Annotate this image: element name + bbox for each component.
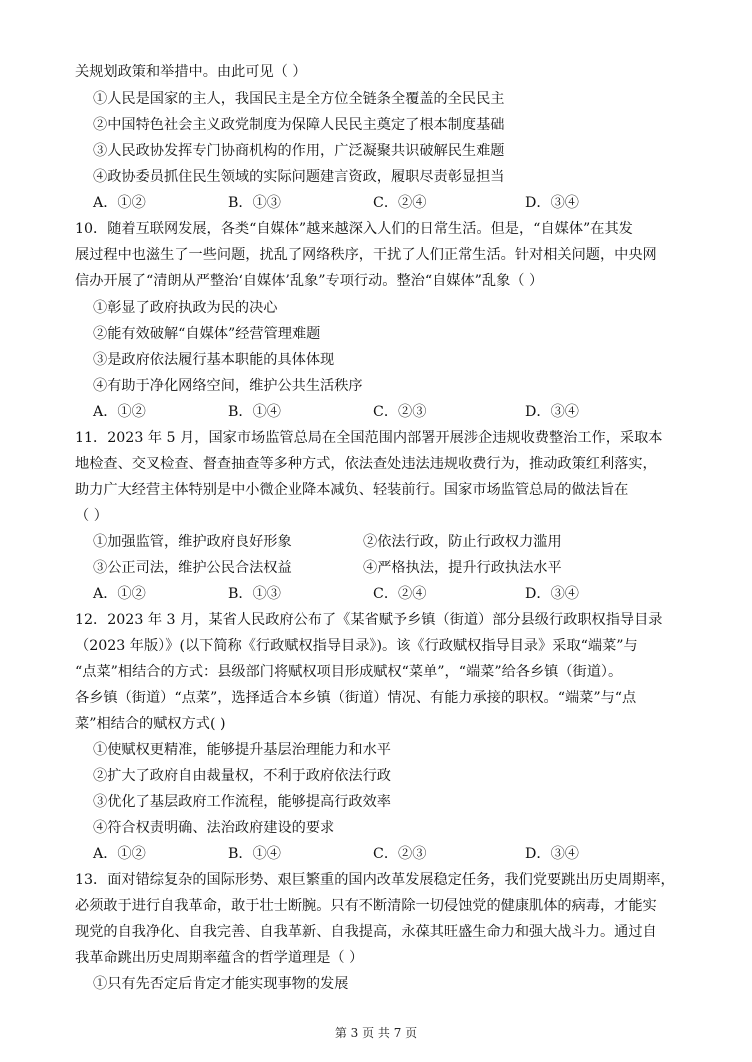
q13-stem-line-2: 必须敢于进行自我革命，敢于壮士断腕。只有不断清除一切侵蚀党的健康肌体的病毒，才能实 <box>75 898 657 914</box>
q10-stem-line-3: 信办开展了“清朗从严整治‘自媒体’乱象”专项行动。整治“自媒体”乱象（ ） <box>75 273 544 289</box>
q11-option-a[interactable]: A．①② <box>93 586 146 602</box>
q9-item-2: ②中国特色社会主义政党制度为保障人民民主奠定了根本制度基础 <box>93 117 505 133</box>
q11-options <box>93 581 708 607</box>
q11-option-c[interactable]: C．②④ <box>373 586 427 602</box>
q13-item-1: ①只有先否定后肯定才能实现事物的发展 <box>93 976 349 992</box>
q9-option-d[interactable]: D．③④ <box>525 195 579 211</box>
q11-item-3: ③公正司法，维护公民合法权益 <box>93 560 292 576</box>
q11-item-4: ④严格执法，提升行政执法水平 <box>363 560 562 576</box>
q10-item-2: ②能有效破解“自媒体”经营管理难题 <box>93 326 321 342</box>
q9-option-b[interactable]: B．①③ <box>228 195 281 211</box>
q13-stem-line-3: 现党的自我净化、自我完善、自我革新、自我提高，永葆其旺盛生命力和强大战斗力。通过自 <box>75 924 657 940</box>
q10-stem-line-2: 展过程中也滋生了一些问题，扰乱了网络秩序，干扰了人们正常生活。针对相关问题，中央网 <box>75 247 657 263</box>
q9-item-1: ①人民是国家的主人，我国民主是全方位全链条全覆盖的全民民主 <box>93 91 505 107</box>
q12-item-2: ②扩大了政府自由裁量权，不利于政府依法行政 <box>93 768 391 784</box>
q11-option-d[interactable]: D．③④ <box>525 586 579 602</box>
q12-item-4: ④符合权责明确、法治政府建设的要求 <box>93 820 335 836</box>
page-footer: 第 3 页 共 7 页 <box>334 1026 418 1040</box>
q10-item-1: ①彰显了政府执政为民的决心 <box>93 300 278 316</box>
q10-stem-line-1: 10．随着互联网发展，各类“自媒体”越来越深入人们的日常生活。但是，“自媒体”在其发 <box>75 221 633 237</box>
q11-item-1: ①加强监管，维护政府良好形象 <box>93 534 292 550</box>
q10-option-c[interactable]: C．②③ <box>373 404 427 420</box>
q12-options <box>93 841 708 867</box>
q11-items-row-2 <box>93 555 708 581</box>
q9-item-3: ③人民政协发挥专门协商机构的作用，广泛凝聚共识破解民生难题 <box>93 143 505 159</box>
q10-options <box>93 399 708 425</box>
q11-stem-line-2: 地检查、交叉检查、督查抽查等多种方式，依法查处违法违规收费行为，推动政策红利落实， <box>75 456 657 472</box>
q10-option-b[interactable]: B．①④ <box>228 404 281 420</box>
q12-stem-line-3: “点菜”相结合的方式：县级部门将赋权项目形成赋权“菜单”，“端菜”给各乡镇（街道）。 <box>75 664 623 680</box>
q9-item-4: ④政协委员抓住民生领域的实际问题建言资政，履职尽责彰显担当 <box>93 169 505 185</box>
q12-stem-line-4: 各乡镇（街道）“点菜”，选择适合本乡镇（街道）情况、有能力承接的职权。“端菜”与“点 <box>75 690 637 706</box>
q11-items-row-1 <box>93 529 708 555</box>
q9-stem: 关规划政策和举措中。由此可见（ ） <box>75 64 307 80</box>
q12-option-a[interactable]: A．①② <box>93 846 146 862</box>
q11-item-2: ②依法行政，防止行政权力滥用 <box>363 534 562 550</box>
q12-item-3: ③优化了基层政府工作流程，能够提高行政效率 <box>93 794 391 810</box>
q10-option-a[interactable]: A．①② <box>93 404 146 420</box>
q13-stem-line-4: 我革命跳出历史周期率蕴含的哲学道理是（ ） <box>75 950 364 966</box>
q12-option-c[interactable]: C．②③ <box>373 846 427 862</box>
q11-stem-line-4: （ ） <box>75 508 108 524</box>
q12-stem-line-1: 12．2023 年 3 月，某省人民政府公布了《某省赋予乡镇（街道）部分县级行政职权指导目录 <box>75 612 663 628</box>
q10-option-d[interactable]: D．③④ <box>525 404 579 420</box>
q13-stem-line-1: 13．面对错综复杂的国际形势、艰巨繁重的国内改革发展稳定任务，我们党要跳出历史周期率， <box>75 872 675 888</box>
q11-stem-line-3: 助力广大经营主体特别是中小微企业降本减负、轻装前行。国家市场监管总局的做法旨在 <box>75 482 629 498</box>
q12-item-1: ①使赋权更精准，能够提升基层治理能力和水平 <box>93 742 391 758</box>
q10-item-4: ④有助于净化网络空间，维护公共生活秩序 <box>93 378 363 394</box>
q12-option-d[interactable]: D．③④ <box>525 846 579 862</box>
q12-stem-line-5: 菜”相结合的赋权方式( ) <box>75 716 226 732</box>
q9-option-a[interactable]: A．①② <box>93 195 146 211</box>
q12-stem-line-2: （2023 年版）》(以下简称《行政赋权指导目录》)。该《行政赋权指导目录》采取“端菜”与 <box>75 638 638 654</box>
q9-options <box>93 190 708 216</box>
q12-option-b[interactable]: B．①④ <box>228 846 281 862</box>
q11-stem-line-1: 11．2023 年 5 月，国家市场监管总局在全国范围内部署开展涉企违规收费整治工作，采取本 <box>75 430 663 446</box>
q10-item-3: ③是政府依法履行基本职能的具体体现 <box>93 352 335 368</box>
q9-option-c[interactable]: C．②④ <box>373 195 427 211</box>
q11-option-b[interactable]: B．①③ <box>228 586 281 602</box>
